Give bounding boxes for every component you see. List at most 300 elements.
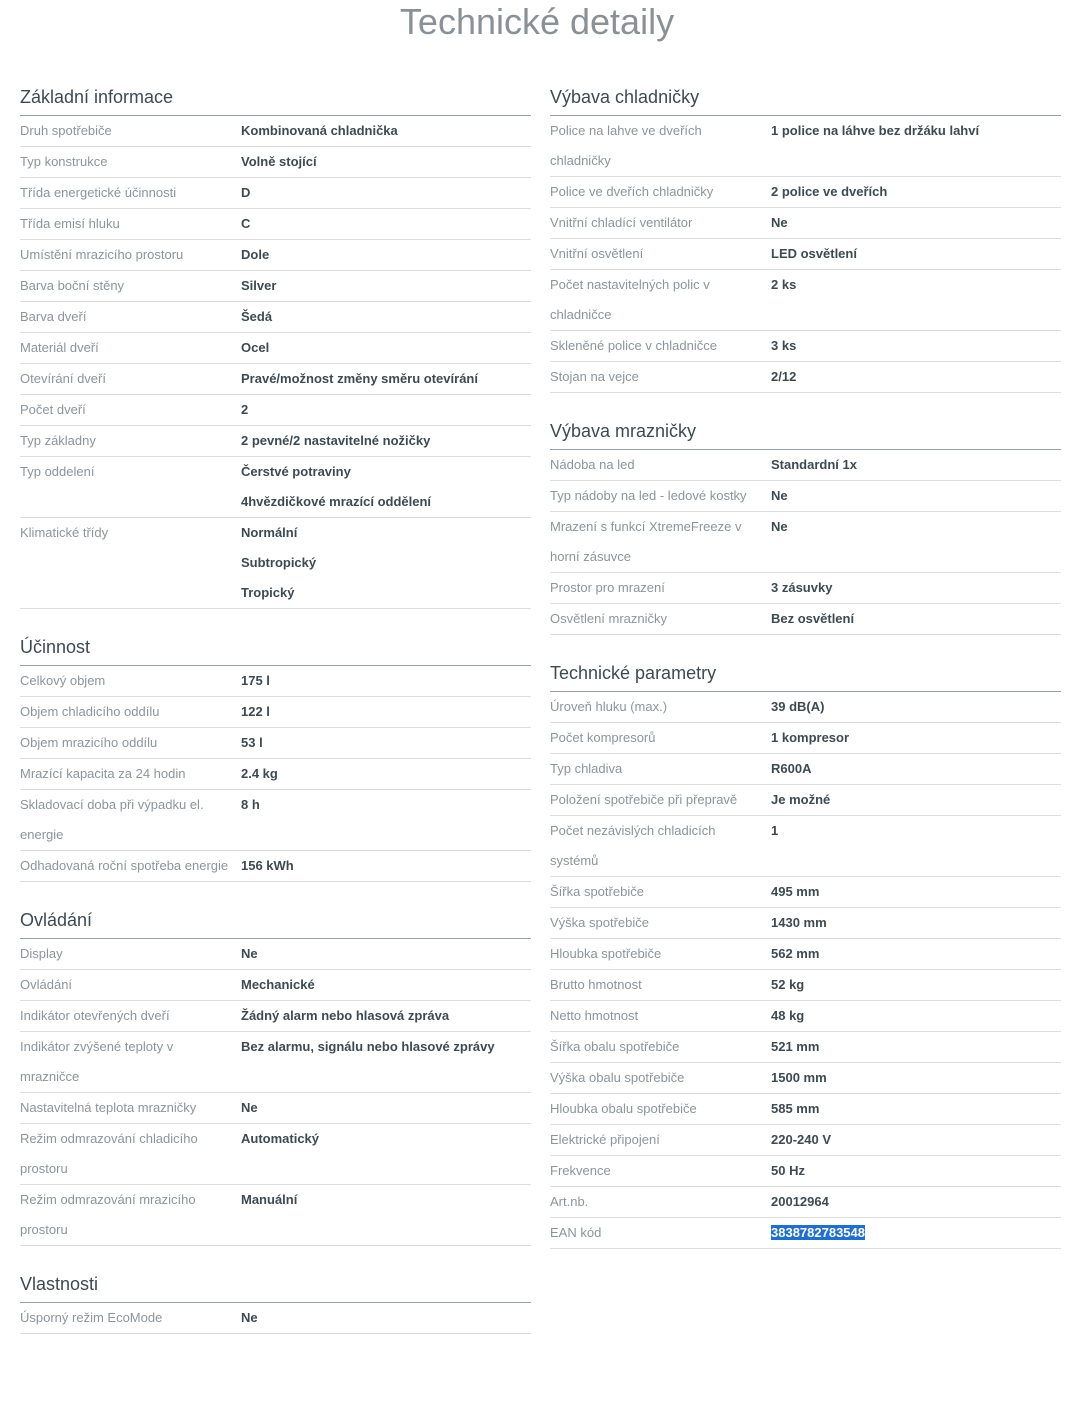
spec-value-text: Volně stojící: [241, 154, 317, 169]
spec-values: [241, 1124, 531, 1184]
spec-value-text: Ne: [771, 215, 788, 230]
spec-row: [20, 395, 531, 426]
section-zakladni-informace: [20, 82, 531, 609]
spec-value: [771, 1218, 1061, 1248]
spec-label: Položení spotřebiče při přepravě: [550, 792, 738, 807]
spec-values: [241, 333, 531, 363]
spec-label: Klimatické třídy: [20, 525, 109, 540]
spec-value: [241, 271, 531, 301]
spec-row: [20, 426, 531, 457]
spec-row: [20, 1032, 531, 1093]
spec-value-text: LED osvětlení: [771, 246, 857, 261]
spec-value-text: 562 mm: [771, 946, 820, 961]
spec-value-text: Ne: [241, 1310, 258, 1325]
spec-values: [771, 1094, 1061, 1124]
spec-values: [241, 970, 531, 1000]
spec-value: [771, 816, 1061, 846]
spec-row: [20, 209, 531, 240]
spec-row: [550, 692, 1061, 723]
spec-value: [241, 487, 531, 517]
spec-values: [241, 178, 531, 208]
spec-label: Barva boční stěny: [20, 278, 125, 293]
spec-value: [241, 666, 531, 696]
spec-value: [241, 1093, 531, 1123]
spec-label: Netto hmotnost: [550, 1008, 639, 1023]
spec-value-text: 521 mm: [771, 1039, 820, 1054]
spec-value: [241, 364, 531, 394]
spec-value: [241, 457, 531, 487]
spec-values: [771, 1125, 1061, 1155]
right-column: [550, 82, 1061, 1272]
spec-value-text: 2.4 kg: [241, 766, 278, 781]
spec-value: [771, 692, 1061, 722]
spec-label: Barva dveří: [20, 309, 87, 324]
spec-values: [241, 302, 531, 332]
spec-values: [771, 362, 1061, 392]
spec-row: [550, 1094, 1061, 1125]
spec-value: [771, 450, 1061, 480]
spec-value-text: Šedá: [241, 309, 273, 324]
section-title: Ovládání: [20, 905, 531, 939]
spec-value: [241, 209, 531, 239]
spec-row: [20, 666, 531, 697]
spec-row: [20, 240, 531, 271]
spec-row: [550, 939, 1061, 970]
spec-label: Police na lahve ve dveřích chladničky: [550, 123, 702, 168]
spec-values: [241, 364, 531, 394]
spec-row: [20, 790, 531, 851]
spec-value-text: Ne: [771, 488, 788, 503]
spec-value: [241, 790, 531, 820]
spec-value-text: 3838782783548: [771, 1225, 865, 1240]
spec-value: [241, 1001, 531, 1031]
spec-row: [550, 177, 1061, 208]
spec-value-text: 50 Hz: [771, 1163, 805, 1178]
spec-row: [550, 604, 1061, 635]
spec-value: [241, 548, 531, 578]
spec-value-text: 1500 mm: [771, 1070, 827, 1085]
spec-label: Počet kompresorů: [550, 730, 656, 745]
spec-row: [550, 512, 1061, 573]
spec-value: [241, 147, 531, 177]
spec-value-text: Tropický: [241, 585, 295, 600]
spec-values: [241, 209, 531, 239]
spec-row: [550, 1218, 1061, 1249]
spec-values: [771, 1187, 1061, 1217]
spec-values: [771, 331, 1061, 361]
spec-values: [771, 754, 1061, 784]
spec-value: [241, 1032, 531, 1062]
spec-label: Art.nb.: [550, 1194, 589, 1209]
spec-values: [771, 450, 1061, 480]
spec-row: [550, 785, 1061, 816]
spec-label: Nádoba na led: [550, 457, 635, 472]
spec-row: [550, 1032, 1061, 1063]
spec-row: [20, 518, 531, 609]
spec-value: [241, 728, 531, 758]
spec-value: [241, 1124, 531, 1154]
spec-value: [771, 723, 1061, 753]
spec-value-text: 220-240 V: [771, 1132, 831, 1147]
spec-label: Materiál dveří: [20, 340, 99, 355]
section-title: Základní informace: [20, 82, 531, 116]
spec-label: Mrazení s funkcí XtremeFreeze v horní zásuvce: [550, 519, 742, 564]
spec-row: [20, 759, 531, 790]
spec-label: Výška spotřebiče: [550, 915, 649, 930]
spec-label: Police ve dveřích chladničky: [550, 184, 714, 199]
spec-value-text: Subtropický: [241, 555, 317, 570]
spec-values: [241, 939, 531, 969]
spec-values: [241, 666, 531, 696]
spec-values: [241, 147, 531, 177]
spec-value-text: Manuální: [241, 1192, 298, 1207]
spec-row: [550, 331, 1061, 362]
spec-value-text: Normální: [241, 525, 298, 540]
spec-row: [20, 1303, 531, 1334]
spec-label: Vnitřní osvětlení: [550, 246, 644, 261]
spec-values: [241, 457, 531, 517]
section-title: Technické parametry: [550, 658, 1061, 692]
spec-values: [241, 116, 531, 146]
spec-row: [550, 239, 1061, 270]
spec-row: [20, 697, 531, 728]
spec-label: Brutto hmotnost: [550, 977, 642, 992]
spec-row: [550, 723, 1061, 754]
spec-value: [771, 573, 1061, 603]
spec-value-text: 495 mm: [771, 884, 820, 899]
spec-label: Typ základny: [20, 433, 96, 448]
spec-label: Počet nezávislých chladicích systémů: [550, 823, 716, 868]
spec-values: [241, 271, 531, 301]
spec-label: Hloubka spotřebiče: [550, 946, 662, 961]
spec-values: [771, 692, 1061, 722]
spec-value-text: Ne: [771, 519, 788, 534]
spec-label: Osvětlení mrazničky: [550, 611, 668, 626]
spec-label: Mrazící kapacita za 24 hodin: [20, 766, 186, 781]
spec-values: [771, 512, 1061, 572]
spec-value-text: 3 ks: [771, 338, 797, 353]
spec-values: [241, 240, 531, 270]
spec-values: [241, 759, 531, 789]
spec-value-text: Bez alarmu, signálu nebo hlasové zprávy: [241, 1039, 495, 1054]
spec-values: [241, 1093, 531, 1123]
spec-values: [771, 1218, 1061, 1248]
spec-label: Objem mrazicího oddílu: [20, 735, 158, 750]
spec-value-text: R600A: [771, 761, 812, 776]
spec-label: Display: [20, 946, 63, 961]
section-title: Výbava chladničky: [550, 82, 1061, 116]
spec-label: Indikátor otevřených dveří: [20, 1008, 170, 1023]
spec-row: [20, 116, 531, 147]
spec-value-text: 1: [771, 823, 779, 838]
spec-values: [241, 395, 531, 425]
spec-row: [550, 1125, 1061, 1156]
spec-values: [241, 1032, 531, 1092]
spec-value: [241, 759, 531, 789]
spec-values: [771, 723, 1061, 753]
spec-values: [771, 270, 1061, 330]
spec-values: [241, 518, 531, 608]
spec-label: Objem chladicího oddílu: [20, 704, 160, 719]
spec-value-text: 1 police na láhve bez držáku lahví: [771, 123, 980, 138]
spec-label: Celkový objem: [20, 673, 106, 688]
spec-label: Indikátor zvýšené teploty v mrazničce: [20, 1039, 174, 1084]
spec-row: [20, 147, 531, 178]
spec-value-text: 4hvězdičkové mrazící oddělení: [241, 494, 432, 509]
spec-row: [550, 1063, 1061, 1094]
spec-row: [550, 573, 1061, 604]
spec-label: Počet dveří: [20, 402, 86, 417]
spec-value-text: 39 dB(A): [771, 699, 825, 714]
spec-values: [771, 1063, 1061, 1093]
spec-value-text: Standardní 1x: [771, 457, 857, 472]
spec-value: [771, 970, 1061, 1000]
section-title: Vlastnosti: [20, 1269, 531, 1303]
spec-label: Frekvence: [550, 1163, 611, 1178]
spec-value-text: 156 kWh: [241, 858, 294, 873]
spec-values: [771, 939, 1061, 969]
spec-values: [771, 970, 1061, 1000]
spec-value: [771, 512, 1061, 542]
spec-values: [241, 697, 531, 727]
spec-value-text: Ne: [241, 946, 258, 961]
spec-value: [771, 1094, 1061, 1124]
spec-value: [771, 908, 1061, 938]
spec-label: Umístění mrazicího prostoru: [20, 247, 184, 262]
spec-label: Elektrické připojení: [550, 1132, 660, 1147]
spec-value: [241, 426, 531, 456]
spec-label: Hloubka obalu spotřebiče: [550, 1101, 697, 1116]
left-column: [20, 82, 531, 1357]
spec-label: Nastavitelná teplota mrazničky: [20, 1100, 197, 1115]
spec-value: [771, 939, 1061, 969]
spec-value-text: 53 l: [241, 735, 263, 750]
section-ovladani: [20, 905, 531, 1246]
spec-values: [771, 481, 1061, 511]
spec-value: [771, 362, 1061, 392]
spec-label: Stojan na vejce: [550, 369, 639, 384]
spec-label: Skleněné police v chladničce: [550, 338, 717, 353]
spec-row: [550, 1187, 1061, 1218]
spec-value: [241, 518, 531, 548]
spec-value-text: 8 h: [241, 797, 260, 812]
spec-row: [20, 851, 531, 882]
spec-label: Typ konstrukce: [20, 154, 108, 169]
spec-value-text: Pravé/možnost změny směru otevírání: [241, 371, 478, 386]
spec-label: Odhadovaná roční spotřeba energie: [20, 858, 229, 873]
spec-row: [20, 1124, 531, 1185]
spec-values: [241, 1001, 531, 1031]
spec-value-text: Žádný alarm nebo hlasová zpráva: [241, 1008, 450, 1023]
spec-label: Druh spotřebiče: [20, 123, 112, 138]
spec-row: [550, 481, 1061, 512]
page-title: Technické detaily: [399, 1, 675, 42]
section-ucinnost: [20, 632, 531, 882]
spec-row: [20, 271, 531, 302]
section-title: Účinnost: [20, 632, 531, 666]
spec-value: [771, 331, 1061, 361]
spec-row: [550, 450, 1061, 481]
spec-row: [20, 364, 531, 395]
spec-value-text: Silver: [241, 278, 277, 293]
spec-value: [771, 1001, 1061, 1031]
spec-label: Šířka obalu spotřebiče: [550, 1039, 680, 1054]
spec-values: [771, 785, 1061, 815]
spec-label: Počet nastavitelných polic v chladničce: [550, 277, 710, 322]
spec-value: [241, 851, 531, 881]
spec-value-text: 585 mm: [771, 1101, 820, 1116]
spec-row: [20, 178, 531, 209]
spec-value-text: 2 police ve dveřích: [771, 184, 888, 199]
spec-label: EAN kód: [550, 1225, 602, 1240]
spec-values: [241, 1303, 531, 1333]
spec-value-text: 1430 mm: [771, 915, 827, 930]
spec-label: Otevírání dveří: [20, 371, 106, 386]
spec-row: [550, 208, 1061, 239]
spec-value-text: 122 l: [241, 704, 270, 719]
spec-value: [771, 1032, 1061, 1062]
spec-row: [550, 1001, 1061, 1032]
spec-value-text: D: [241, 185, 251, 200]
spec-value-text: Kombinovaná chladnička: [241, 123, 398, 138]
spec-values: [241, 728, 531, 758]
spec-row: [550, 1156, 1061, 1187]
spec-row: [550, 877, 1061, 908]
spec-value-text: Dole: [241, 247, 270, 262]
spec-label: Třída emisí hluku: [20, 216, 120, 231]
spec-value-text: 2 ks: [771, 277, 797, 292]
spec-row: [20, 728, 531, 759]
spec-value: [771, 177, 1061, 207]
spec-values: [771, 877, 1061, 907]
spec-value: [771, 481, 1061, 511]
spec-value-text: 175 l: [241, 673, 270, 688]
spec-label: Typ oddelení: [20, 464, 95, 479]
spec-value: [241, 240, 531, 270]
spec-value: [241, 939, 531, 969]
spec-label: Režim odmrazování chladicího prostoru: [20, 1131, 198, 1176]
spec-value: [771, 604, 1061, 634]
spec-value-text: 2/12: [771, 369, 797, 384]
spec-values: [771, 1156, 1061, 1186]
spec-value: [771, 208, 1061, 238]
spec-row: [550, 754, 1061, 785]
spec-values: [771, 573, 1061, 603]
section-vybava-mraznicky: [550, 416, 1061, 635]
spec-values: [771, 116, 1061, 176]
spec-value-text: C: [241, 216, 251, 231]
spec-row: [20, 457, 531, 518]
spec-value-text: 2 pevné/2 nastavitelné nožičky: [241, 433, 431, 448]
spec-value: [771, 1187, 1061, 1217]
spec-values: [241, 426, 531, 456]
spec-values: [771, 604, 1061, 634]
spec-label: Výška obalu spotřebiče: [550, 1070, 685, 1085]
spec-value-text: 3 zásuvky: [771, 580, 833, 595]
spec-value-text: 48 kg: [771, 1008, 805, 1023]
spec-value-text: 1 kompresor: [771, 730, 850, 745]
spec-value: [771, 754, 1061, 784]
section-vybava-chladnicky: [550, 82, 1061, 393]
spec-value-text: Čerstvé potraviny: [241, 464, 351, 479]
spec-values: [771, 177, 1061, 207]
spec-value: [241, 395, 531, 425]
spec-values: [771, 816, 1061, 876]
spec-value: [241, 1185, 531, 1215]
spec-values: [771, 908, 1061, 938]
spec-row: [20, 302, 531, 333]
spec-values: [771, 239, 1061, 269]
spec-value-text: Automatický: [241, 1131, 320, 1146]
spec-value: [241, 302, 531, 332]
spec-row: [550, 816, 1061, 877]
section-vlastnosti: [20, 1269, 531, 1334]
spec-value-text: Bez osvětlení: [771, 611, 855, 626]
spec-value-text: Mechanické: [241, 977, 315, 992]
spec-value-text: Ne: [241, 1100, 258, 1115]
spec-value: [771, 1125, 1061, 1155]
spec-row: [20, 970, 531, 1001]
spec-label: Vnitřní chladící ventilátor: [550, 215, 693, 230]
spec-value: [771, 116, 1061, 146]
spec-value-text: Ocel: [241, 340, 270, 355]
spec-value-text: 52 kg: [771, 977, 805, 992]
spec-label: Úroveň hluku (max.): [550, 699, 668, 714]
spec-row: [550, 908, 1061, 939]
spec-label: Prostor pro mrazení: [550, 580, 665, 595]
spec-value: [771, 270, 1061, 300]
spec-label: Ovládání: [20, 977, 73, 992]
spec-row: [550, 116, 1061, 177]
spec-value: [771, 877, 1061, 907]
spec-value: [241, 970, 531, 1000]
spec-value-text: Je možné: [771, 792, 831, 807]
spec-label: Šířka spotřebiče: [550, 884, 644, 899]
spec-row: [550, 970, 1061, 1001]
spec-values: [241, 851, 531, 881]
spec-row: [20, 1093, 531, 1124]
spec-value: [241, 578, 531, 608]
spec-value-text: 2: [241, 402, 249, 417]
section-technicke-parametry: [550, 658, 1061, 1249]
spec-value: [771, 1156, 1061, 1186]
spec-values: [771, 1001, 1061, 1031]
spec-value: [241, 1303, 531, 1333]
spec-value: [241, 116, 531, 146]
spec-value: [771, 1063, 1061, 1093]
spec-values: [771, 1032, 1061, 1062]
spec-values: [241, 1185, 531, 1245]
spec-label: Typ nádoby na led - ledové kostky: [550, 488, 747, 503]
spec-label: Třída energetické účinnosti: [20, 185, 177, 200]
spec-value-text: 20012964: [771, 1194, 829, 1209]
spec-row: [20, 1001, 531, 1032]
spec-label: Skladovací doba při výpadku el. energie: [20, 797, 204, 842]
section-title: Výbava mrazničky: [550, 416, 1061, 450]
spec-value: [241, 697, 531, 727]
spec-row: [20, 1185, 531, 1246]
spec-value: [241, 178, 531, 208]
spec-row: [20, 333, 531, 364]
spec-values: [241, 790, 531, 850]
spec-label: Režim odmrazování mrazicího prostoru: [20, 1192, 196, 1237]
spec-values: [771, 208, 1061, 238]
spec-value: [771, 785, 1061, 815]
spec-row: [20, 939, 531, 970]
spec-row: [550, 362, 1061, 393]
spec-row: [550, 270, 1061, 331]
spec-label: Úsporný režim EcoMode: [20, 1310, 163, 1325]
